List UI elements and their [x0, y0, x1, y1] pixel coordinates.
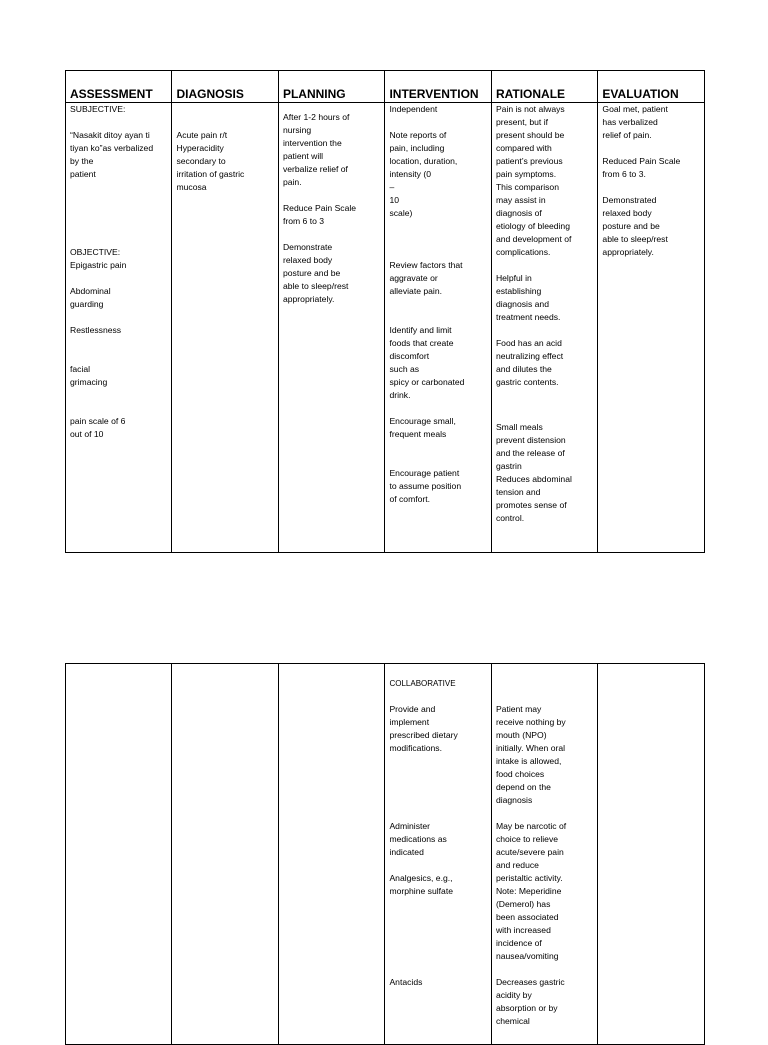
- collab-rationale-2: May be narcotic of choice to relieve acute/severe pain and reduce peristaltic activity. Note: Meperidine (Demerol) has been associated with increased incidence of nausea/vomiting: [495, 821, 567, 961]
- care-plan-table-page2: [65, 663, 705, 1045]
- objective-label: OBJECTIVE:: [70, 247, 121, 257]
- content-row: [66, 103, 705, 553]
- care-plan-table-page1: [65, 70, 705, 553]
- rationale-cell: [491, 103, 597, 553]
- continuation-row: [66, 664, 705, 1045]
- intervention-1: Note reports of pain, including location, duration, intensity (0 – 10 scale): [389, 130, 458, 218]
- header-assessment: ASSESSMENT: [66, 71, 172, 103]
- evaluation-1: Goal met, patient has verbalized relief of pain.: [602, 104, 668, 140]
- collab-rationale-1: Patient may receive nothing by mouth (NPO) initially. When oral intake is allowed, food choices depend on the diagnosis: [495, 704, 566, 805]
- cue-restlessness: Restlessness: [70, 325, 122, 335]
- evaluation-cell: [598, 103, 705, 553]
- collab-rationale-3: Decreases gastric acidity by absorption or by chemical: [495, 977, 565, 1026]
- nursing-diagnosis: Acute pain r/t Hyperacidity secondary to irritation of gastric mucosa: [176, 130, 245, 192]
- collab-intervention-1: Provide and implement prescribed dietary modifications.: [389, 704, 458, 753]
- collab-intervention-2: Administer medications as indicated: [389, 821, 447, 857]
- planning-cell-cont: [278, 664, 384, 1045]
- assessment-cell: [66, 103, 172, 553]
- rationale-cell-cont: [491, 664, 597, 1045]
- rationale-3: Food has an acid neutralizing effect and dilutes the gastric contents.: [495, 338, 564, 387]
- evaluation-2: Reduced Pain Scale from 6 to 3.: [602, 156, 681, 179]
- rationale-5: Reduces abdominal tension and promotes sense of control.: [495, 474, 572, 523]
- collab-intervention-4: Antacids: [389, 977, 423, 987]
- planning-cell: [278, 103, 384, 553]
- intervention-cell-cont: [385, 664, 491, 1045]
- plan-goal-2: Reduce Pain Scale from 6 to 3: [282, 203, 357, 226]
- intervention-4: Encourage small, frequent meals: [389, 416, 456, 439]
- cue-epigastric-pain: Epigastric pain: [70, 260, 127, 270]
- header-row: [66, 71, 705, 103]
- rationale-1: Pain is not always present, but if present should be compared with patient’s previous pain symptoms. This comparison may assist in diagnosis of etiology of bleeding and development of complications.: [495, 104, 572, 257]
- diagnosis-cell: [172, 103, 278, 553]
- header-planning: PLANNING: [278, 71, 384, 103]
- subjective-label: SUBJECTIVE:: [70, 104, 126, 114]
- header-rationale: RATIONALE: [491, 71, 597, 103]
- rationale-4: Small meals prevent distension and the release of gastrin: [495, 422, 566, 471]
- header-evaluation: EVALUATION: [598, 71, 705, 103]
- intervention-5: Encourage patient to assume position of comfort.: [389, 468, 462, 504]
- plan-goal-1: After 1-2 hours of nursing intervention the patient will verbalize relief of pain.: [282, 112, 350, 187]
- intervention-type-label: Independent: [389, 104, 438, 114]
- intervention-3: Identify and limit foods that create discomfort such as spicy or carbonated drink.: [389, 325, 465, 400]
- collaborative-label: COLLABORATIVE: [389, 679, 456, 688]
- patient-quote: “Nasakit ditoy ayan ti tiyan ko”as verbalized by the patient: [70, 130, 154, 179]
- intervention-cell: [385, 103, 491, 553]
- evaluation-3: Demonstrated relaxed body posture and be able to sleep/rest appropriately.: [602, 195, 668, 257]
- header-intervention: INTERVENTION: [385, 71, 491, 103]
- evaluation-cell-cont: [598, 664, 705, 1045]
- cue-pain-scale: pain scale of 6 out of 10: [70, 416, 126, 439]
- intervention-2: Review factors that aggravate or alleviate pain.: [389, 260, 463, 296]
- plan-goal-3: Demonstrate relaxed body posture and be able to sleep/rest appropriately.: [282, 242, 349, 304]
- header-diagnosis: DIAGNOSIS: [172, 71, 278, 103]
- assessment-cell-cont: [66, 664, 172, 1045]
- cue-abdominal-guarding: Abdominal guarding: [70, 286, 111, 309]
- cue-facial-grimacing: facial grimacing: [70, 364, 108, 387]
- diagnosis-cell-cont: [172, 664, 278, 1045]
- collab-intervention-3: Analgesics, e.g., morphine sulfate: [389, 873, 453, 896]
- rationale-2: Helpful in establishing diagnosis and treatment needs.: [495, 273, 561, 322]
